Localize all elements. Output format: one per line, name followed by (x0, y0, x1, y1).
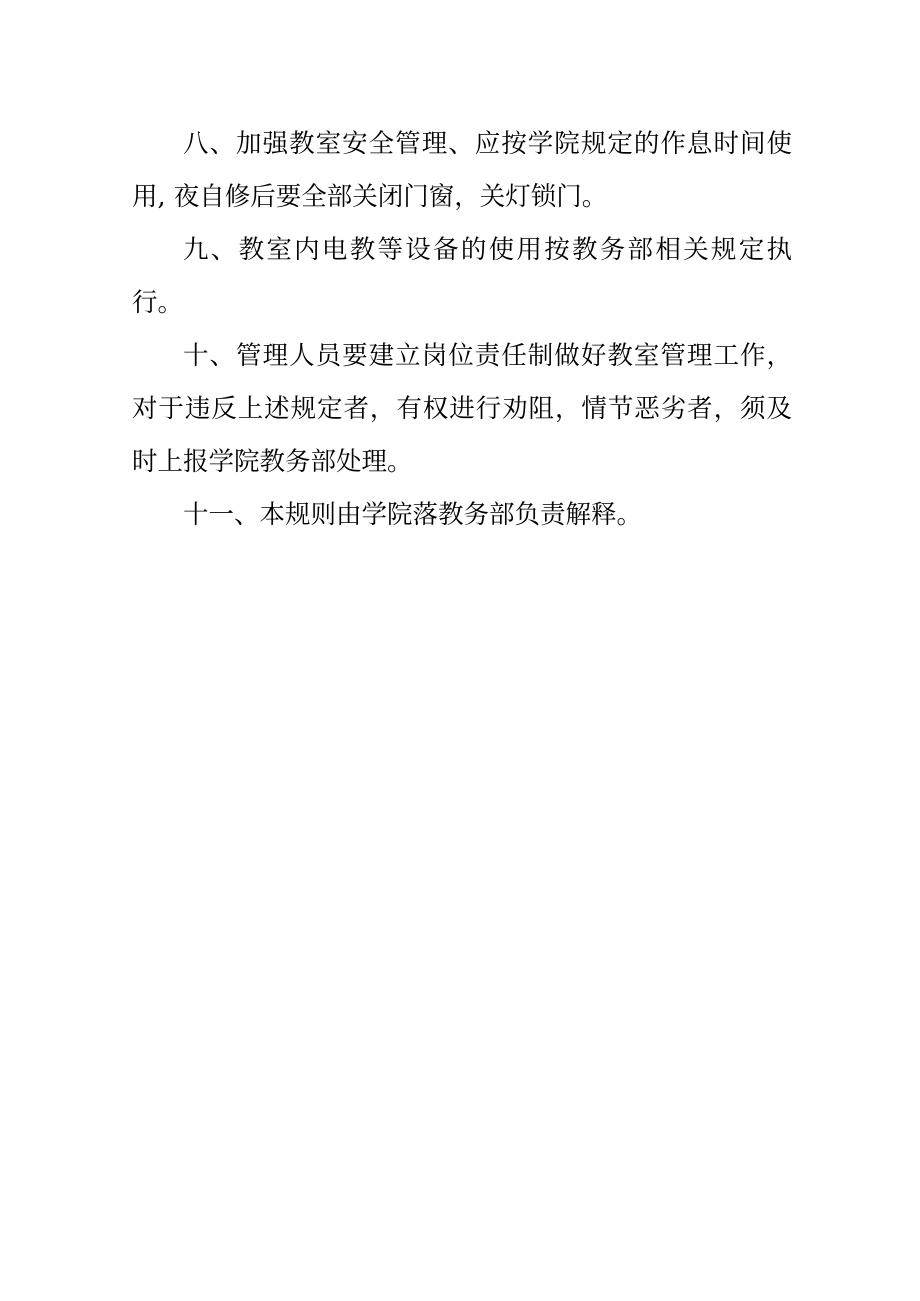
paragraph-item-8: 八、加强教室安全管理、应按学院规定的作息时间使用, 夜自修后要全部关闭门窗，关灯锁门。 (132, 129, 792, 212)
paragraph-item-11: 十一、本规则由学院落教务部负责解释。 (183, 500, 643, 530)
document-text-body (132, 118, 792, 542)
paragraph-item-10: 十、管理人员要建立岗位责任制做好教室管理工作，对于违反上述规定者，有权进行劝阻，情节恶劣者，须及时上报学院教务部处理。 (132, 341, 792, 477)
paragraph-item-9: 九、教室内电教等设备的使用按教务部相关规定执行。 (132, 235, 792, 318)
